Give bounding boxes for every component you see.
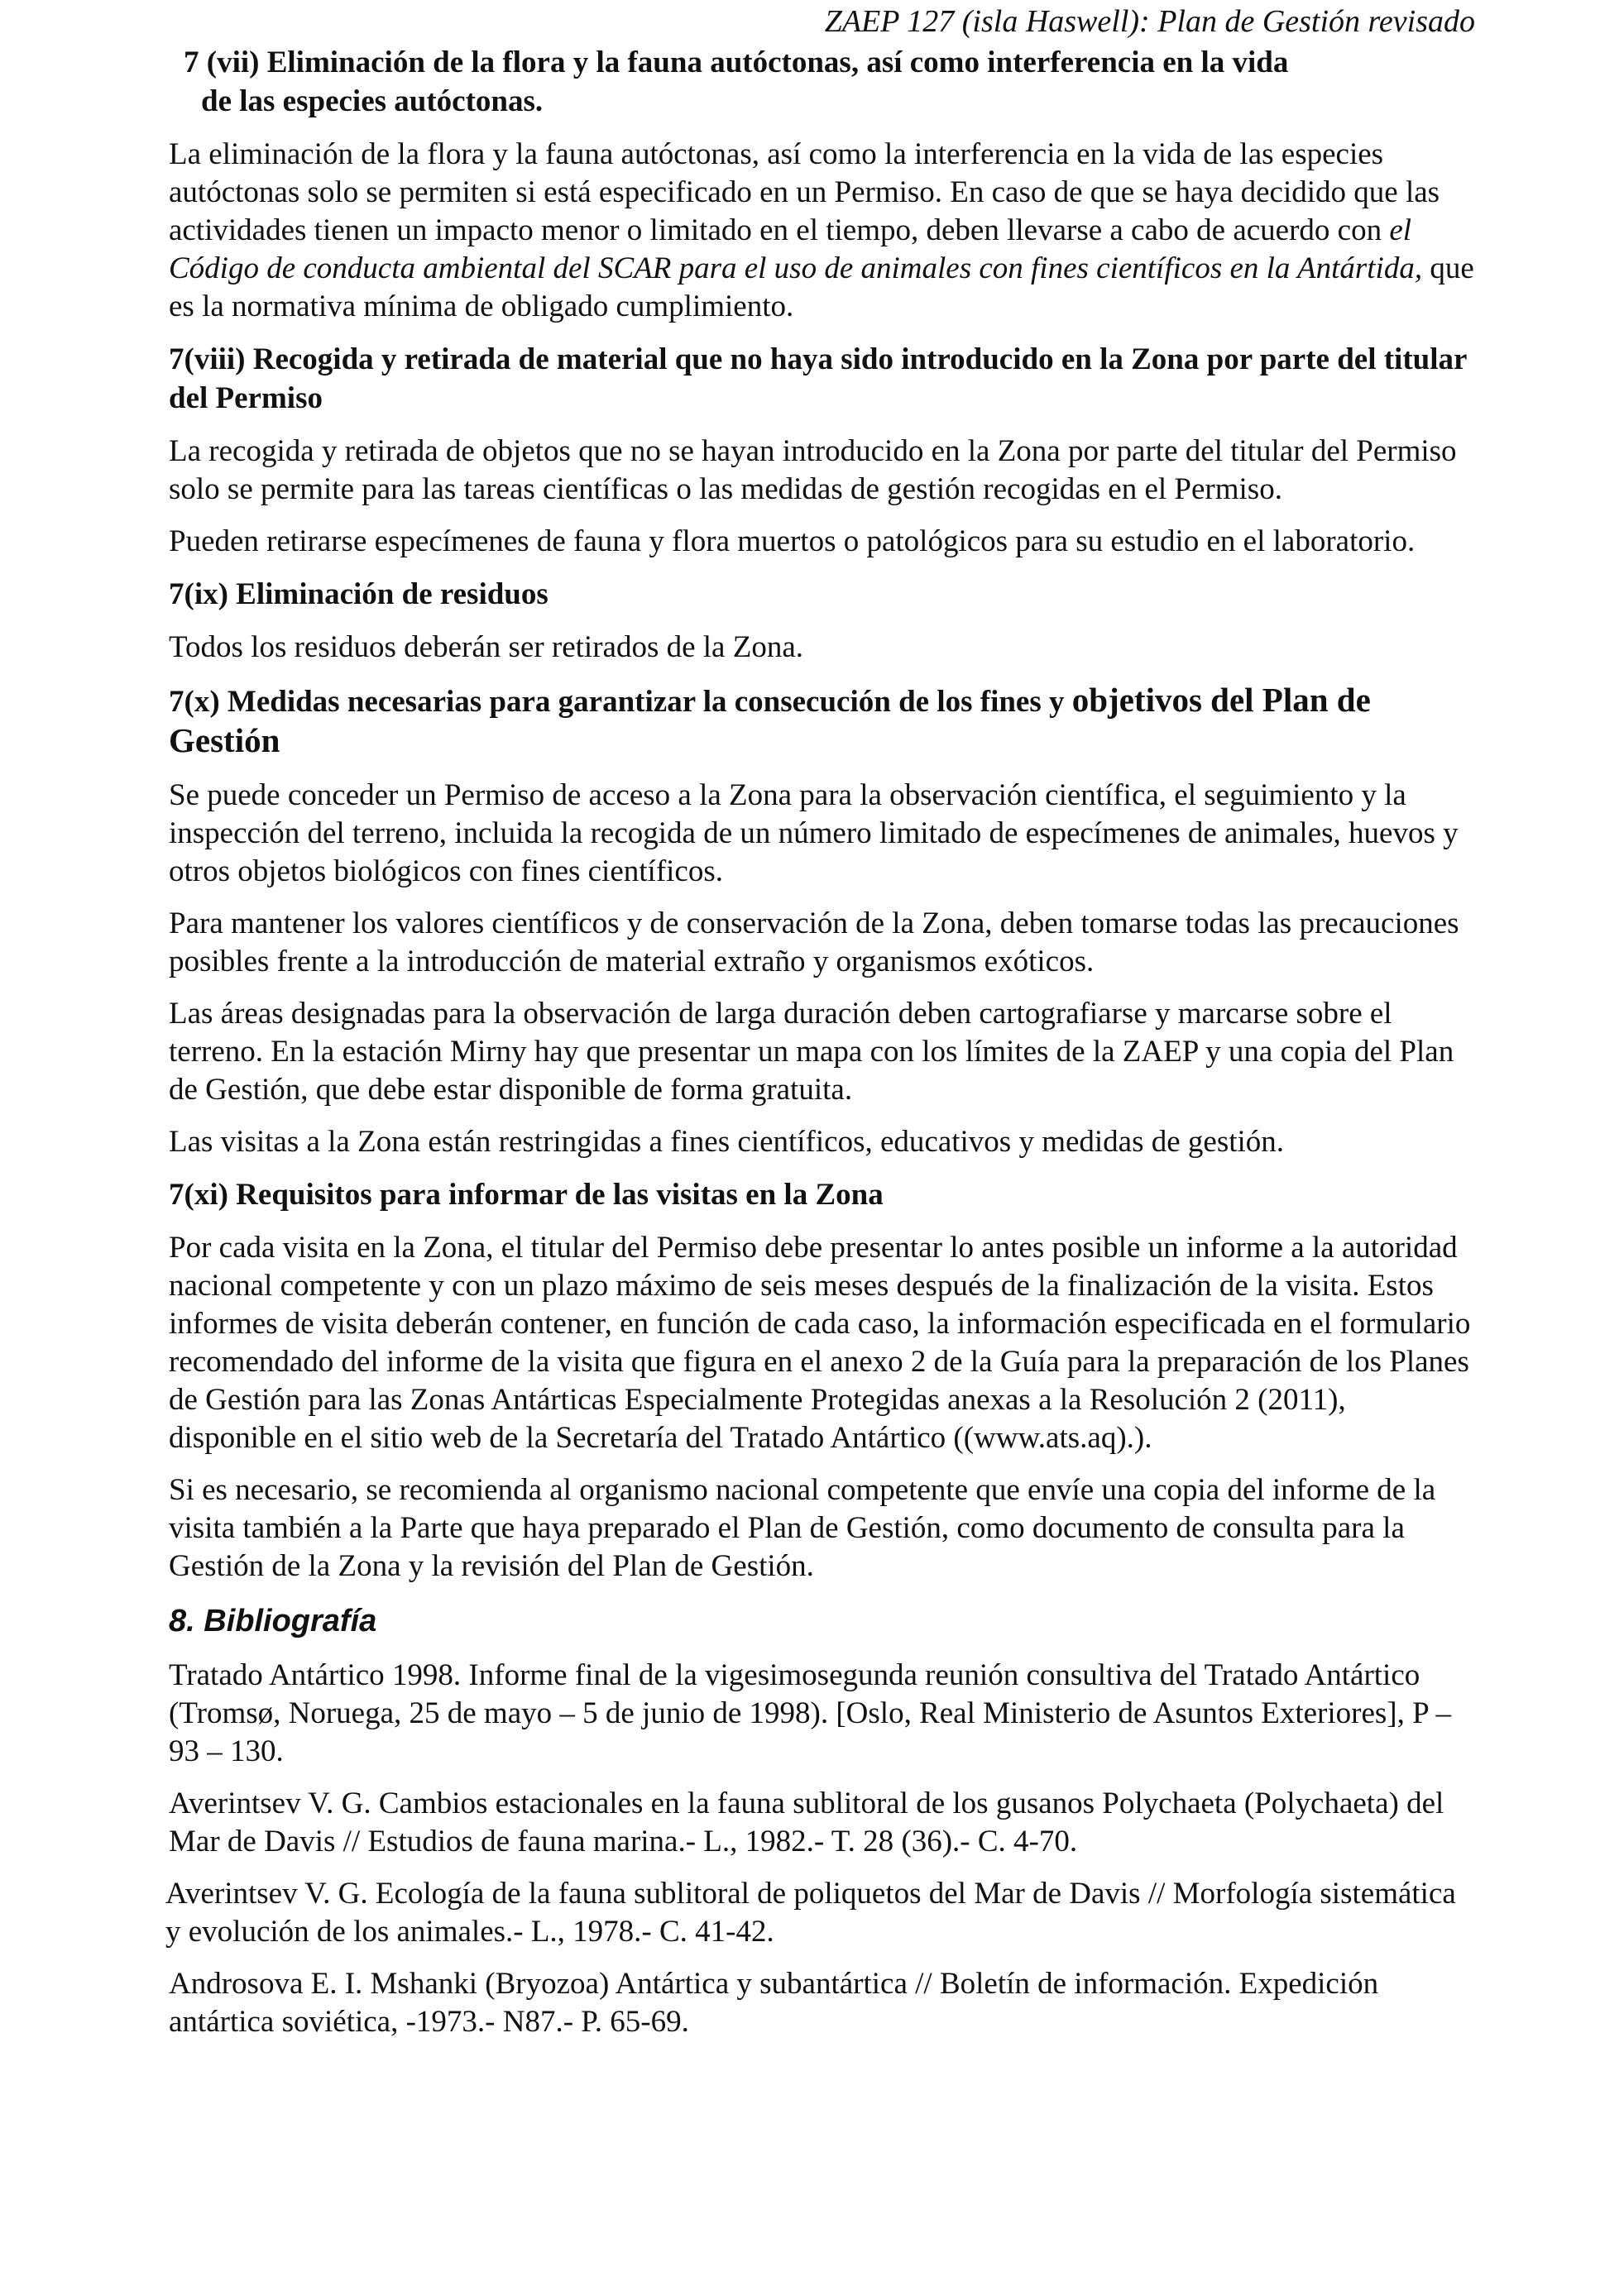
bibliography-entry: Averintsev V. G. Cambios estacionales en la fauna sublitoral de los gusanos Polychaeta (Polychaeta) del Mar de Davis // Estudios de fauna marina.- L., 1982.- T. 28 (36).- C. 4-70. — [169, 1787, 1444, 1858]
section-xi-paragraph-1: Por cada visita en la Zona, el titular del Permiso debe presentar lo antes posible un informe a la autoridad nacional competente y con un plazo máximo de seis meses después de la finalización de la visita. Estos informes de visita deberán contener, en función de cada caso, la información especificada en el formulario recomendado del informe de la visita que figura en el anexo 2 de la Guía para la preparación de los Planes de Gestión para las Zonas Antárticas Especialmente Protegidas anexas a la Resolución 2 (2011), disponible en el sitio web de la Secretaría del Tratado Antártico ((www.ats.aq).). — [169, 1231, 1471, 1455]
section-x-paragraph-2: Para mantener los valores científicos y de conservación de la Zona, deben tomarse todas las precauciones posibles frente a la introducción de material extraño y organismos exóticos. — [169, 906, 1459, 978]
section-x-paragraph-1: Se puede conceder un Permiso de acceso a la Zona para la observación científica, el seguimiento y la inspección del terreno, incluida la recogida de un número limitado de especímenes de animales, huevos y otros objetos biológicos con fines científicos. — [169, 778, 1459, 888]
section-x-heading-a: 7(x) Medidas necesarias para garantizar la consecución de los fines y — [169, 685, 1072, 719]
section-viii-paragraph-1: La recogida y retirada de objetos que no se hayan introducido en la Zona por parte del titular del Permiso solo se permite para las tareas científicas o las medidas de gestión recogidas en el Permiso. — [169, 434, 1457, 506]
bibliography-entry: Averintsev V. G. Ecología de la fauna sublitoral de poliquetos del Mar de Davis // Morfología sistemática y evolución de los animales.- L., 1978.- C. 41-42. — [165, 1877, 1456, 1949]
section-x-heading — [169, 681, 1476, 762]
section-x-paragraph-4: Las visitas a la Zona están restringidas a fines científicos, educativos y medidas de gestión. — [169, 1125, 1285, 1159]
section-x-paragraph-3: Las áreas designadas para la observación de larga duración deben cartografiarse y marcarse sobre el terreno. En la estación Mirny hay que presentar un mapa con los límites de la ZAEP y una copia del Plan de Gestión, que debe estar disponible de forma gratuita. — [169, 997, 1454, 1107]
section-viii-paragraph-2: Pueden retirarse especímenes de fauna y flora muertos o patológicos para su estudio en el laboratorio. — [169, 524, 1416, 558]
running-header: ZAEP 127 (isla Haswell): Plan de Gestión revisado — [824, 4, 1475, 39]
section-xi-heading: 7(xi) Requisitos para informar de las visitas en la Zona — [169, 1178, 884, 1212]
document-body — [165, 43, 1476, 2055]
bibliography-entry: Tratado Antártico 1998. Informe final de la vigesimosegunda reunión consultiva del Tratado Antártico (Tromsø, Noruega, 25 de mayo – 5 de junio de 1998). [Oslo, Real Ministerio de Asuntos Exteriores], P – 93 – 130. — [169, 1658, 1452, 1768]
section-vii-text-b: que es la normativa mínima de obligado cumplimiento. — [169, 251, 1474, 323]
section-vii-heading-line2: de las especies autóctonas. — [201, 84, 544, 118]
section-vii-paragraph — [169, 136, 1476, 326]
bibliography-heading: 8. Bibliografía — [169, 1604, 377, 1638]
section-x-heading-b: objetivos del Plan de Gestión — [169, 681, 1371, 759]
scar-code-citation: el Código de conducta ambiental del SCAR para el uso de animales con fines científicos en la Antártida, — [169, 213, 1423, 285]
section-vii-text-a: La eliminación de la flora y la fauna autóctonas, así como la interferencia en la vida de las especies autóctonas solo se permiten si está especificado en un Permiso. En caso de que se haya decidido que las actividades tienen un impacto menor o limitado en el tiempo, deben llevarse a cabo de acuerdo con — [169, 137, 1440, 247]
section-viii-heading: 7(viii) Recogida y retirada de material que no haya sido introducido en la Zona por parte del titular del Permiso — [169, 342, 1467, 415]
section-xi-paragraph-2: Si es necesario, se recomienda al organismo nacional competente que envíe una copia del informe de la visita también a la Parte que haya preparado el Plan de Gestión, como documento de consulta para la Gestión de la Zona y la revisión del Plan de Gestión. — [169, 1473, 1436, 1583]
section-vii-heading-line1: 7 (vii) Eliminación de la flora y la fauna autóctonas, así como interferencia en la vida — [184, 45, 1289, 79]
bibliography-entry: Androsova E. I. Mshanki (Bryozoa) Antártica y subantártica // Boletín de información. Expedición antártica soviética, -1973.- N87.- P. 65-69. — [169, 1967, 1379, 2039]
section-ix-paragraph: Todos los residuos deberán ser retirados de la Zona. — [169, 630, 803, 664]
section-ix-heading: 7(ix) Eliminación de residuos — [169, 577, 549, 611]
section-vii-heading — [169, 43, 1476, 121]
